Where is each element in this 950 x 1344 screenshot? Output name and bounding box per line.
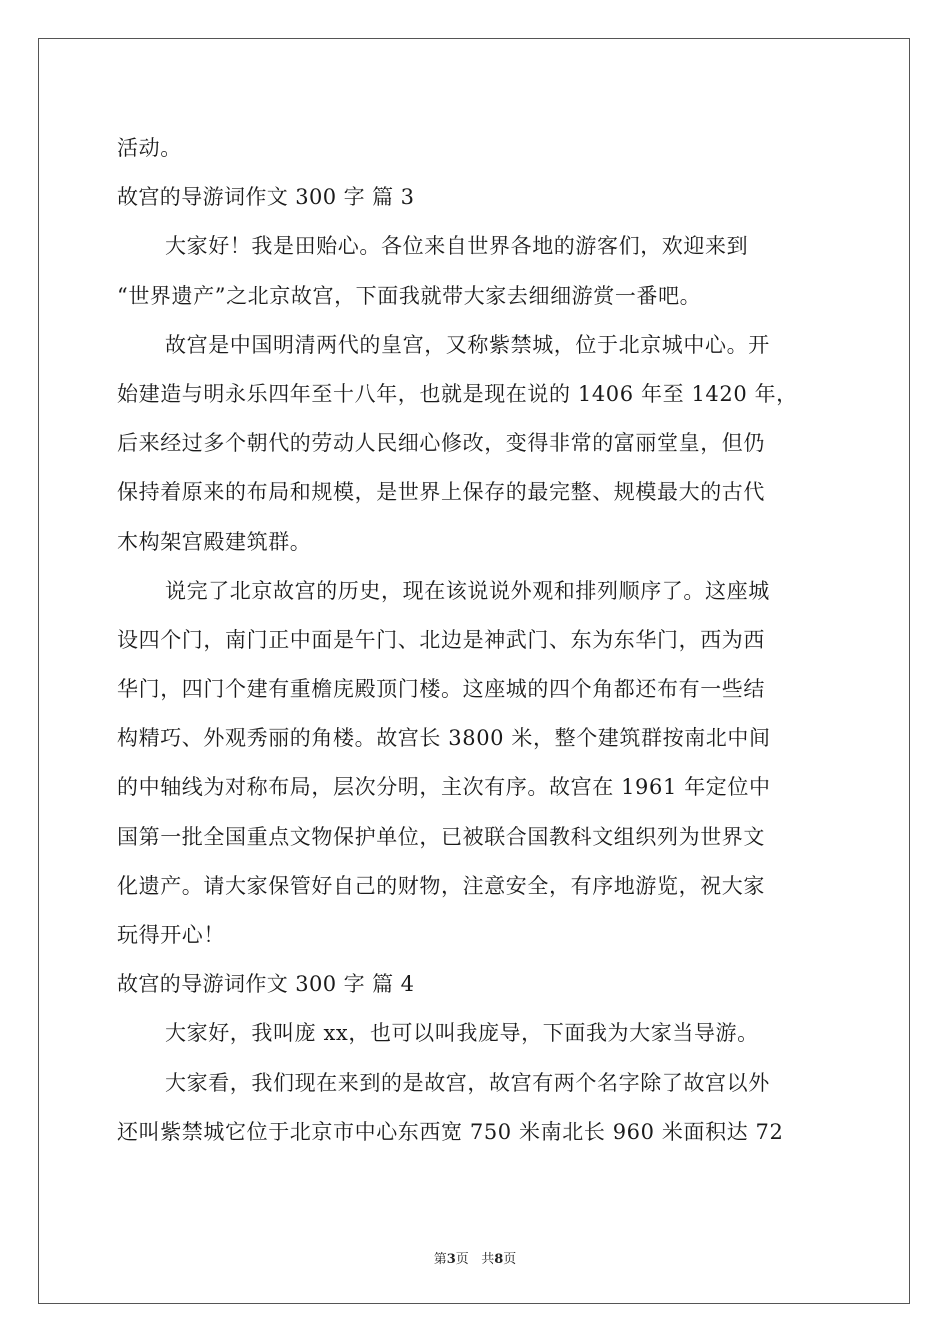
text-line: 后来经过多个朝代的劳动人民细心修改，变得非常的富丽堂皇，但仍: [117, 431, 765, 456]
text-line: 设四个门，南门正中面是午门、北边是神武门、东为东华门，西为西: [117, 627, 765, 652]
page-footer: [0, 1248, 950, 1267]
section-heading: 故宫的导游词作文 300 字 篇 4: [117, 972, 415, 997]
text-line: 大家好，我叫庞 xx，也可以叫我庞导，下面我为大家当导游。: [165, 1021, 759, 1046]
text-line: 华门，四门个建有重檐庑殿顶门楼。这座城的四个角都还布有一些结: [117, 677, 765, 702]
text-line: 保持着原来的布局和规模，是世界上保存的最完整、规模最大的古代: [117, 480, 765, 505]
text-line: 玩得开心！: [117, 923, 225, 947]
text-line: 还叫紫禁城它位于北京市中心东西宽 750 米南北长 960 米面积达 72: [117, 1119, 784, 1144]
text-line: 构精巧、外观秀丽的角楼。故宫长 3800 米，整个建筑群按南北中间: [117, 726, 771, 751]
footer-page-suffix: 页: [455, 1252, 469, 1267]
text-line: 大家看，我们现在来到的是故宫，故宫有两个名字除了故宫以外: [165, 1070, 770, 1095]
text-line: “世界遗产”之北京故宫，下面我就带大家去细细游赏一番吧。: [117, 283, 702, 308]
footer-page-number: 3: [446, 1252, 456, 1267]
text-line: 始建造与明永乐四年至十八年，也就是现在说的 1406 年至 1420 年，: [117, 381, 798, 406]
text-line: 故宫是中国明清两代的皇宫，又称紫禁城，位于北京城中心。开: [165, 332, 770, 357]
text-line: 活动。: [117, 136, 182, 160]
text-line: 化遗产。请大家保管好自己的财物，注意安全，有序地游览，祝大家: [117, 873, 765, 898]
section-heading: 故宫的导游词作文 300 字 篇 3: [117, 185, 415, 210]
text-line: 木构架宫殿建筑群。: [117, 529, 312, 554]
footer-page-prefix: 第: [433, 1252, 447, 1267]
text-line: 说完了北京故宫的历史，现在该说说外观和排列顺序了。这座城: [165, 578, 770, 603]
footer-total-pages: 8: [494, 1252, 504, 1267]
footer-total-suffix: 页: [503, 1252, 517, 1267]
footer-total-prefix: 共: [481, 1252, 495, 1267]
text-line: 的中轴线为对称布局，层次分明，主次有序。故宫在 1961 年定位中: [117, 775, 771, 800]
text-line: 国第一批全国重点文物保护单位，已被联合国教科文组织列为世界文: [117, 824, 765, 849]
document-body: [117, 124, 833, 1157]
text-line: 大家好！我是田贻心。各位来自世界各地的游客们，欢迎来到: [165, 234, 749, 259]
